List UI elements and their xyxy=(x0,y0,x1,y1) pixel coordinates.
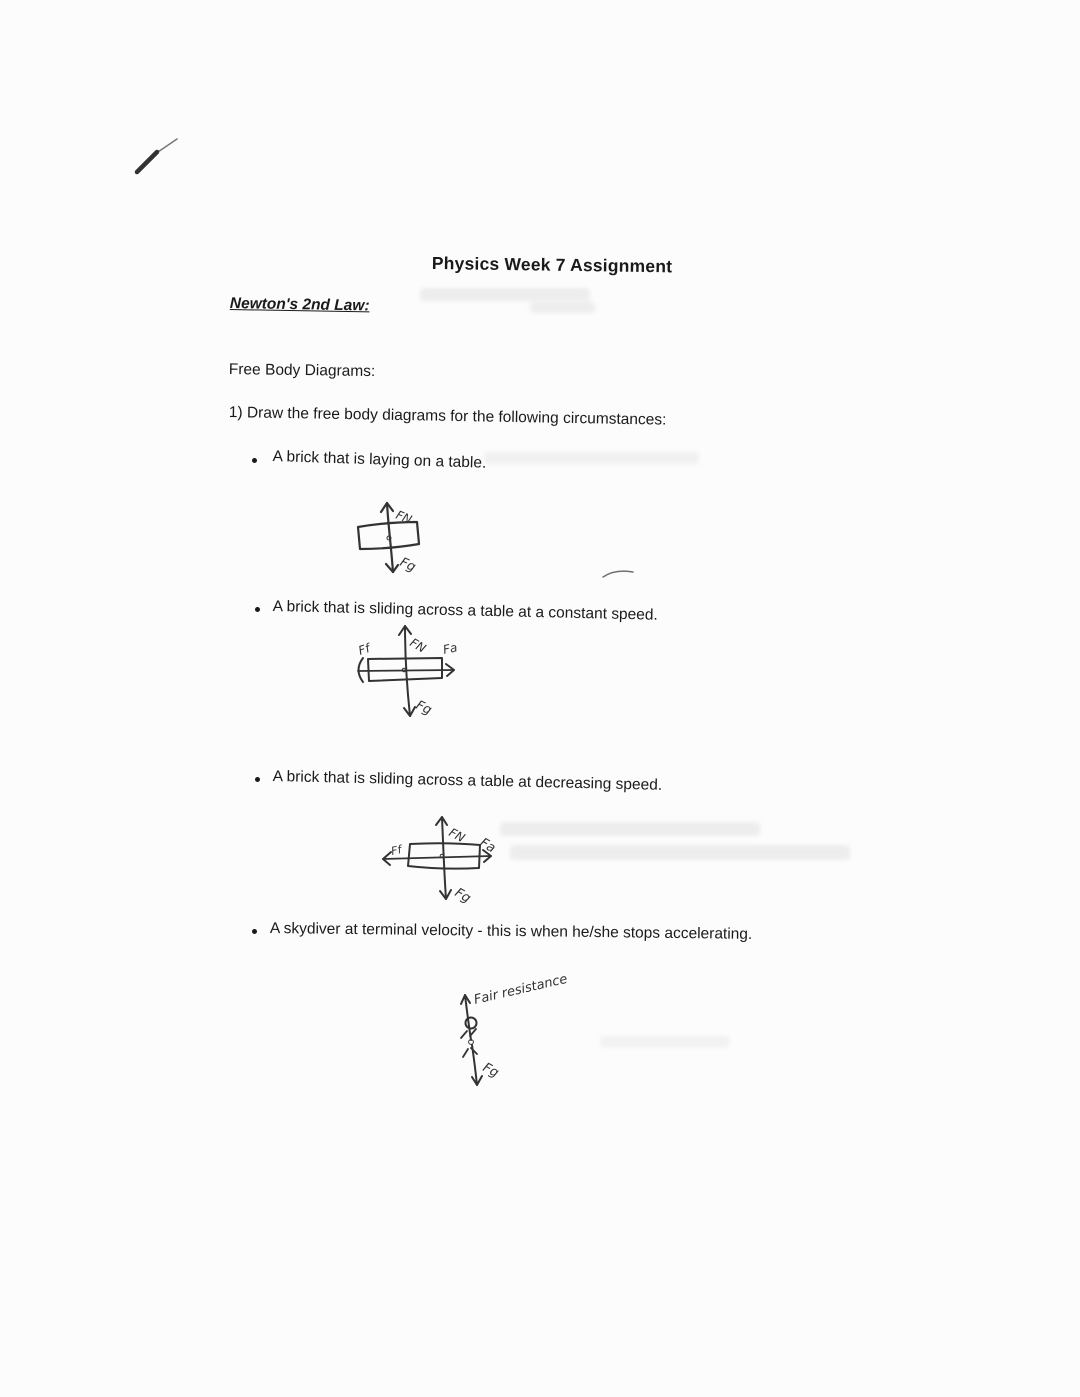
bullet-dot xyxy=(255,777,260,782)
bullet-item: A brick that is laying on a table. xyxy=(272,447,487,472)
bullet-item: A brick that is sliding across a table at decreasing speed. xyxy=(272,767,663,794)
pencil-slash-mark xyxy=(125,125,195,195)
pencil-dash-mark xyxy=(600,566,640,582)
normal-force-label: FN xyxy=(446,825,468,846)
scan-smudge xyxy=(510,845,850,860)
normal-force-label: FN xyxy=(393,507,414,527)
friction-label: Ff xyxy=(389,843,403,858)
gravity-label: Fg xyxy=(413,698,434,719)
bullet-item: A skydiver at terminal velocity - this is when he/she stops accelerating. xyxy=(269,919,753,943)
bullet-dot xyxy=(252,458,257,463)
applied-force-label: Fa xyxy=(477,835,498,857)
applied-force-label: Fa xyxy=(441,640,459,657)
fbd-skydiver xyxy=(420,960,640,1100)
bullet-dot xyxy=(255,607,260,612)
fbd-brick-constant-speed xyxy=(335,618,475,723)
scan-smudge xyxy=(530,302,595,313)
fbd-brick-decreasing-speed xyxy=(368,805,508,910)
subsection-heading: Free Body Diagrams: xyxy=(228,360,376,381)
gravity-label: Fg xyxy=(452,885,474,907)
bullet-dot xyxy=(252,929,257,934)
question-text: 1) Draw the free body diagrams for the following circumstances: xyxy=(228,403,667,429)
section-heading: Newton's 2nd Law: xyxy=(229,294,370,315)
air-resistance-label: Fair resistance xyxy=(472,971,569,1008)
friction-label: Ff xyxy=(356,641,372,658)
scan-smudge xyxy=(484,452,699,464)
gravity-label: Fg xyxy=(480,1060,502,1081)
gravity-label: Fg xyxy=(397,555,418,576)
normal-force-label: FN xyxy=(407,635,429,656)
gravity-arrow xyxy=(472,1045,482,1085)
page-title: Physics Week 7 Assignment xyxy=(431,253,673,277)
scan-smudge xyxy=(420,288,590,301)
scan-smudge xyxy=(500,822,760,836)
bullet-item: A brick that is sliding across a table at a constant speed. xyxy=(272,597,659,624)
fbd-brick-on-table xyxy=(340,495,450,590)
